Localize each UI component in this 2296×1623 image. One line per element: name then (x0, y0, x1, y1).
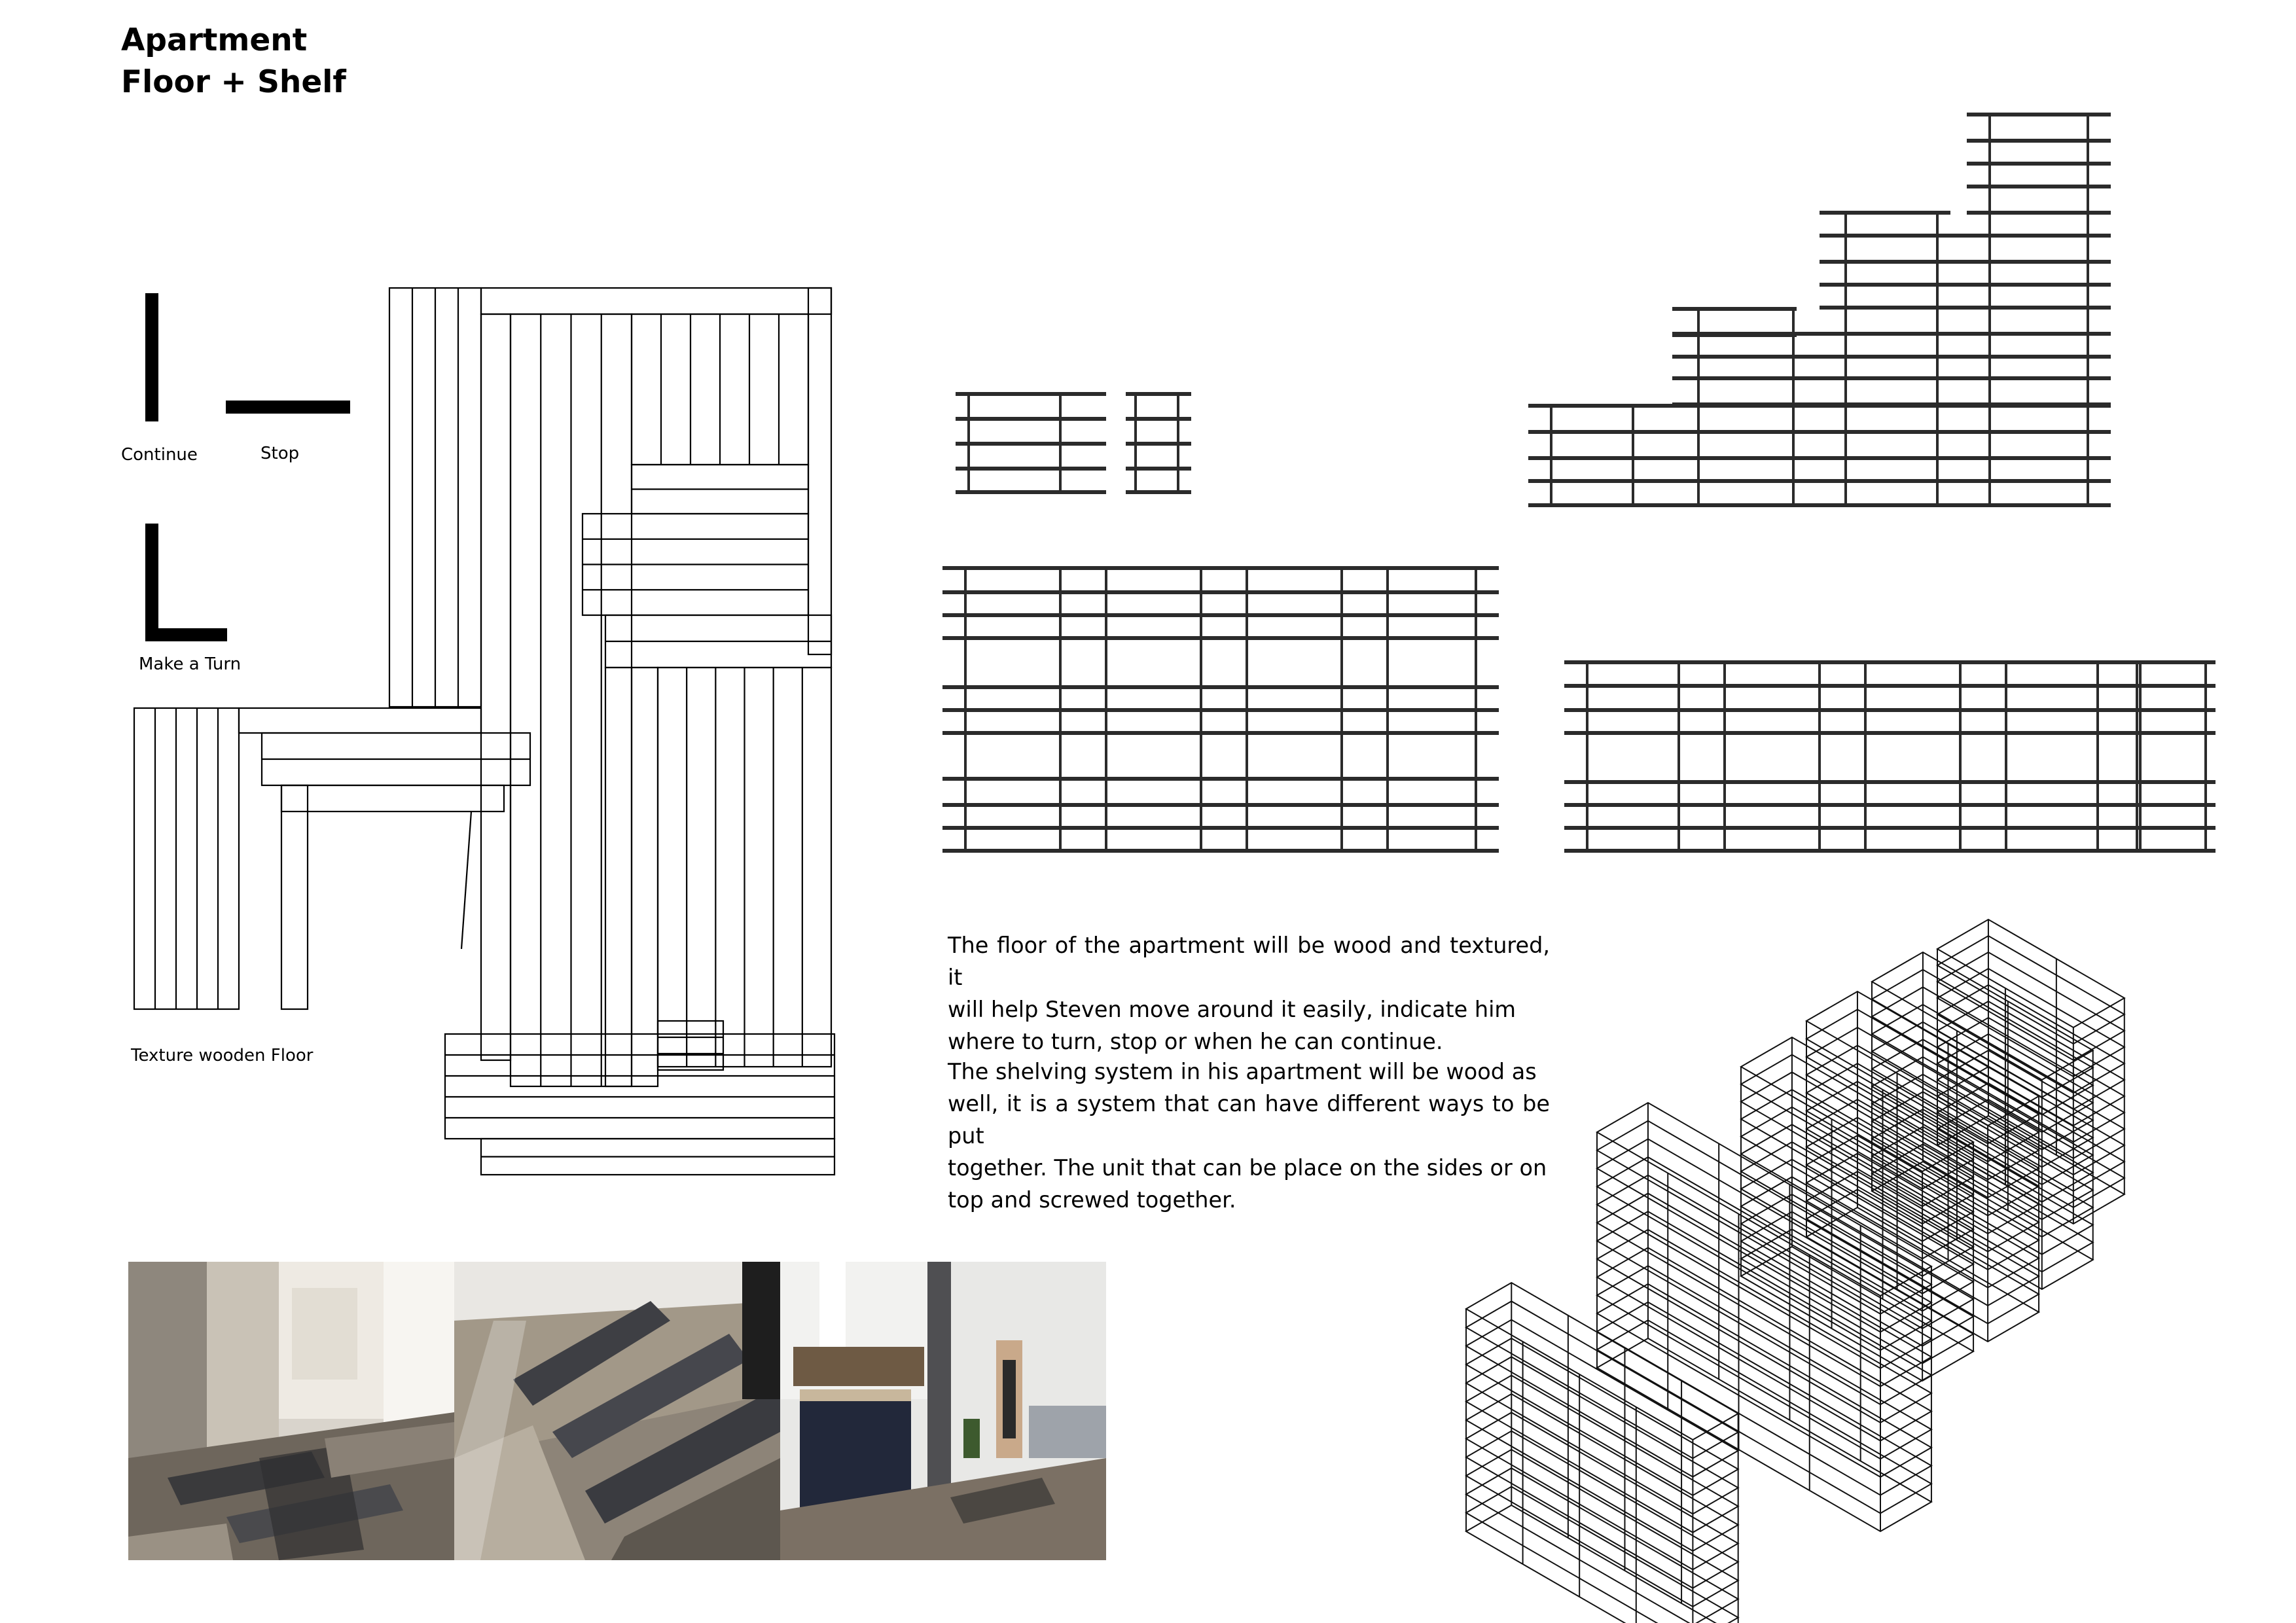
iso-shelf-board (1937, 936, 2125, 1044)
iso-shelf-board (1597, 1230, 1931, 1423)
plank-group (134, 708, 239, 1009)
kitchen-interior-photo (780, 1262, 1106, 1560)
iso-shelf-board (1597, 1248, 1931, 1441)
herringbone-floor-photo (454, 1262, 780, 1560)
iso-shelf-board (1466, 1505, 1738, 1623)
plank-group (583, 514, 808, 615)
iso-shelf-board (1466, 1394, 1738, 1551)
plank-group (281, 785, 308, 1009)
plank-group-outline (808, 288, 831, 654)
plank-seam (461, 812, 471, 949)
description-line: The floor of the apartment will be wood and textured, it (948, 933, 1550, 990)
iso-shelf-board (1937, 952, 2125, 1060)
plank-group (481, 1139, 834, 1175)
plank-group (262, 733, 530, 785)
plank-group (281, 785, 504, 812)
floor-label: Texture wooden Floor (131, 1046, 314, 1065)
description-line: top and screwed together. (948, 1187, 1236, 1213)
stepped-shelf-elevation (1528, 115, 2111, 505)
plank-group (389, 288, 481, 707)
continue-symbol (145, 293, 158, 421)
stop-symbol (226, 401, 350, 414)
description-paragraph-2 (948, 1056, 1550, 1216)
shelf-elevation (1564, 661, 2212, 851)
plank-group-outline (481, 314, 511, 1060)
iso-shelf-board (1937, 1001, 2125, 1109)
iso-shelf-board (1466, 1450, 1738, 1607)
description-line: well, it is a system that can have different ways to be put (948, 1091, 1550, 1149)
iso-shelf-board (1937, 969, 2125, 1077)
shelf-elevation (1126, 393, 1191, 492)
title-line-1: Apartment (121, 22, 308, 58)
legend-symbols (145, 293, 350, 641)
iso-shelf-board (1466, 1412, 1738, 1569)
iso-shelf-board (1466, 1320, 1738, 1477)
title-line-2: Floor + Shelf (121, 64, 346, 100)
plank-group (481, 314, 511, 1060)
continue-label: Continue (121, 445, 198, 465)
plank-group-outline (481, 288, 831, 314)
iso-shelf-board (1466, 1301, 1738, 1458)
shelf-elevation (956, 393, 1106, 492)
plank-group (632, 465, 808, 514)
iso-shelf-board (1466, 1376, 1738, 1533)
plank-group (658, 668, 831, 1067)
iso-shelf-board (1466, 1338, 1738, 1495)
plank-group-outline (239, 708, 481, 733)
iso-shelf-board (1466, 1357, 1738, 1514)
description-line: will help Steven move around it easily, indicate him (948, 997, 1516, 1022)
description-line: where to turn, stop or when he can continue. (948, 1029, 1443, 1054)
description-paragraph-1 (948, 929, 1550, 1058)
turn-label: Make a Turn (139, 654, 242, 674)
shelf-isometrics (1466, 919, 2125, 1623)
iso-shelf-board (1466, 1468, 1738, 1623)
plank-group (239, 708, 481, 733)
shelf-elevations (942, 115, 2215, 851)
plank-group-outline (658, 1021, 723, 1070)
plank-group (511, 314, 632, 1086)
iso-shelf-board (1466, 1431, 1738, 1588)
plank-group-outline (281, 785, 504, 812)
plank-group-outline (134, 708, 239, 1009)
iso-shelf-board (1597, 1211, 1931, 1404)
plank-group (481, 288, 831, 314)
plank-group (658, 1021, 723, 1070)
turn-symbol-vertical (145, 524, 158, 641)
turn-symbol-horizontal (145, 628, 227, 641)
plank-group (605, 615, 831, 668)
iso-shelf-board (1937, 985, 2125, 1093)
plank-group (605, 668, 658, 1086)
plank-group-outline (281, 785, 308, 1009)
description-line: together. The unit that can be place on the sides or on (948, 1155, 1547, 1181)
iso-shelf-board (1466, 1283, 1738, 1440)
plank-group (808, 288, 831, 654)
description-line: The shelving system in his apartment will be wood as (948, 1059, 1537, 1084)
shelf-elevation (942, 566, 1499, 851)
hallway-floor-photo (128, 1262, 454, 1560)
plank-group (632, 314, 808, 465)
floor-plan (134, 288, 834, 1175)
stop-label: Stop (260, 444, 300, 463)
